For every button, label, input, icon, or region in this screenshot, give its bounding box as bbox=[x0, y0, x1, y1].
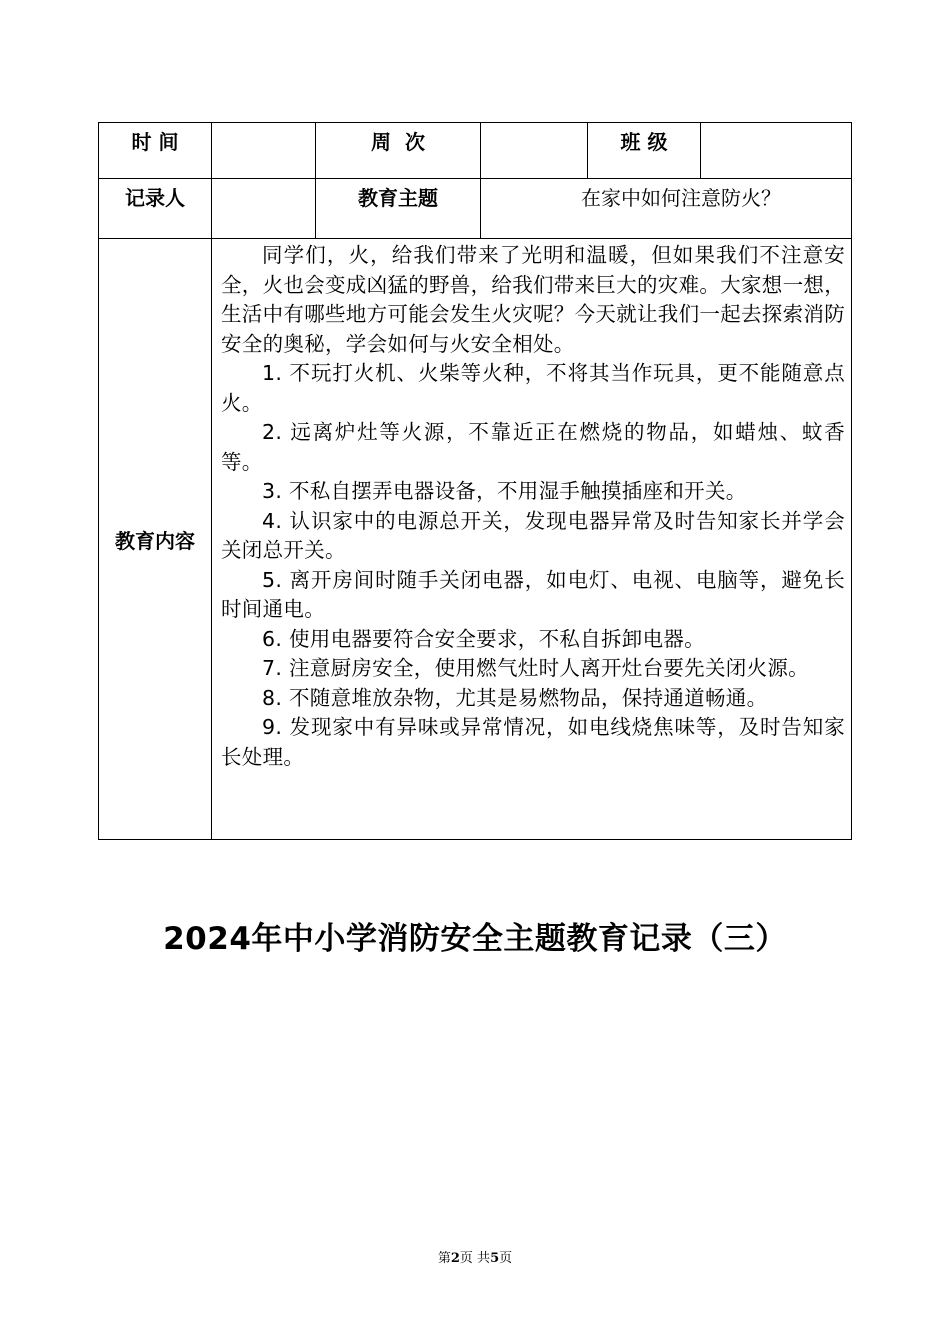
topic-label: 教育主题 bbox=[316, 179, 481, 239]
week-value bbox=[481, 123, 588, 179]
footer-total-pages: 5 bbox=[490, 1251, 500, 1266]
time-value bbox=[212, 123, 316, 179]
content-paragraph: 4. 认识家中的电源总开关，发现电器异常及时告知家长并学会关闭总开关。 bbox=[221, 508, 845, 562]
footer-suffix: 页 bbox=[499, 1251, 513, 1266]
content-paragraph: 3. 不私自摆弄电器设备，不用湿手触摸插座和开关。 bbox=[262, 479, 747, 503]
recorder-value bbox=[212, 179, 316, 239]
page-footer bbox=[0, 1247, 950, 1266]
time-label: 时 间 bbox=[99, 123, 212, 179]
table-row bbox=[99, 179, 852, 239]
content-paragraph: 6. 使用电器要符合安全要求，不私自拆卸电器。 bbox=[262, 626, 705, 651]
content-paragraph: 5. 离开房间时随手关闭电器，如电灯、电视、电脑等，避免长时间通电。 bbox=[221, 567, 845, 621]
footer-middle: 页 共 bbox=[459, 1251, 491, 1266]
footer-page-number: 2 bbox=[450, 1251, 460, 1266]
week-label: 周 次 bbox=[316, 123, 481, 179]
recorder-label: 记录人 bbox=[99, 179, 212, 239]
document-title: 2024年中小学消防安全主题教育记录（三） bbox=[163, 921, 787, 957]
footer-prefix: 第 bbox=[437, 1251, 451, 1266]
table-row bbox=[99, 123, 852, 179]
content-paragraph: 7. 注意厨房安全，使用燃气灶时人离开灶台要先关闭火源。 bbox=[262, 656, 809, 680]
content-body bbox=[212, 239, 852, 840]
content-paragraph: 9. 发现家中有异味或异常情况，如电线烧焦味等，及时告知家长处理。 bbox=[221, 715, 845, 769]
content-paragraph: 同学们，火，给我们带来了光明和温暖，但如果我们不注意安全，火也会变成凶猛的野兽，给我们带来巨大的灾难。大家想一想，生活中有哪些地方可能会发生火灾呢？今天就让我们一起去探索消防安全的奥秘，学会如何与火安全相处。 bbox=[221, 243, 845, 356]
content-paragraph: 2. 远离炉灶等火源，不靠近正在燃烧的物品，如蜡烛、蚊香等。 bbox=[221, 420, 845, 474]
table-row bbox=[99, 239, 852, 840]
content-label: 教育内容 bbox=[99, 239, 212, 840]
content-paragraph: 8. 不随意堆放杂物，尤其是易燃物品，保持通道畅通。 bbox=[262, 685, 768, 710]
education-record-table bbox=[98, 122, 852, 840]
topic-value: 在家中如何注意防火？ bbox=[481, 179, 852, 239]
class-value bbox=[701, 123, 852, 179]
class-label: 班 级 bbox=[588, 123, 701, 179]
content-paragraph: 1. 不玩打火机、火柴等火种，不将其当作玩具，更不能随意点火。 bbox=[221, 361, 845, 415]
